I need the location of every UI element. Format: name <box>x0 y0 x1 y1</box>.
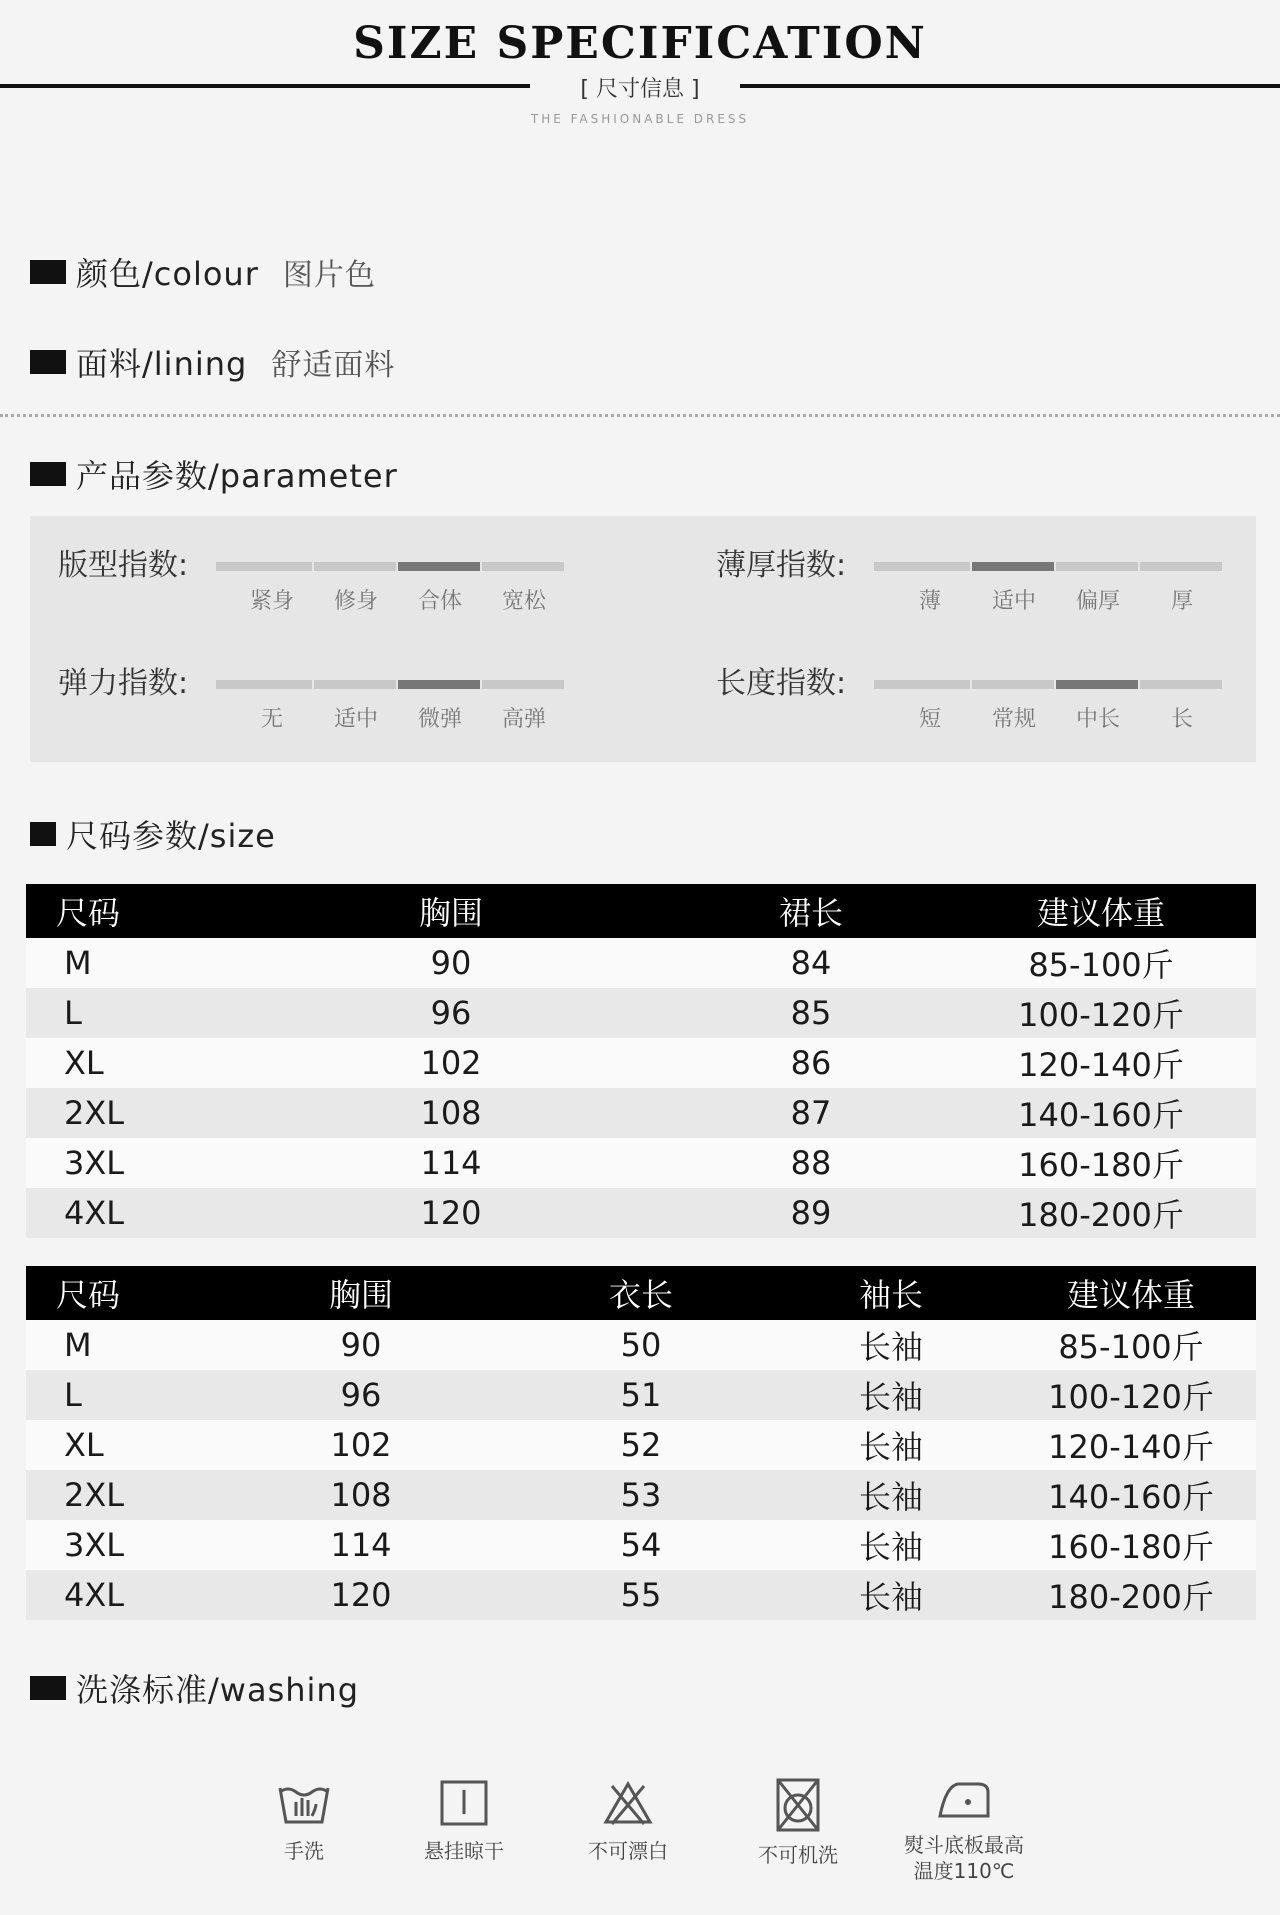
table-row <box>26 938 1256 988</box>
wash-item-hand-wash <box>224 1778 384 1864</box>
table-row <box>26 1570 1256 1620</box>
table-cell: 90 <box>216 1320 506 1370</box>
parameter-bar <box>972 680 1054 689</box>
colour-label: 颜色/colour <box>76 255 259 293</box>
table-row <box>26 1420 1256 1470</box>
parameter-bar-lead <box>216 680 230 689</box>
parameter-bar-selected <box>398 680 480 689</box>
table-cell: 96 <box>226 988 676 1038</box>
page-header <box>0 0 1280 140</box>
parameter-bar <box>314 562 396 571</box>
parameter-option: 适中 <box>333 707 378 732</box>
table-cell: 4XL <box>26 1570 216 1620</box>
parameter-bar <box>482 680 564 689</box>
parameter-option: 紧身 <box>249 589 294 614</box>
table-cell: XL <box>26 1038 226 1088</box>
table-row <box>26 1138 1256 1188</box>
size-table-top <box>26 1266 1256 1620</box>
parameter-title: 产品参数/parameter <box>76 457 398 495</box>
table-cell: 长袖 <box>776 1320 1006 1370</box>
table-cell: 100-120斤 <box>1006 1370 1256 1420</box>
table-cell: M <box>26 1320 216 1370</box>
hang-dry-icon <box>436 1778 492 1828</box>
table-cell: 160-180斤 <box>946 1138 1256 1188</box>
table-cell: 108 <box>226 1088 676 1138</box>
parameter-option: 薄 <box>918 589 941 614</box>
table-cell: 180-200斤 <box>946 1188 1256 1238</box>
column-header: 衣长 <box>506 1266 776 1320</box>
table-row <box>26 1520 1256 1570</box>
colour-value: 图片色 <box>282 258 376 293</box>
parameter-bar <box>482 562 564 571</box>
table-row <box>26 988 1256 1038</box>
table-cell: 长袖 <box>776 1520 1006 1570</box>
wash-item-iron <box>874 1778 1054 1884</box>
column-header: 建议体重 <box>1006 1266 1256 1320</box>
section-marker-icon <box>30 822 56 846</box>
parameter-option: 修身 <box>333 589 378 614</box>
table-cell: 89 <box>676 1188 946 1238</box>
no-machine-wash-icon <box>770 1778 826 1832</box>
table-row <box>26 1188 1256 1238</box>
table-cell: 120 <box>216 1570 506 1620</box>
page-tagline: THE FASHIONABLE DRESS <box>530 112 750 126</box>
colour-row <box>30 252 376 292</box>
table-cell: 102 <box>216 1420 506 1470</box>
table-cell: 85-100斤 <box>946 938 1256 988</box>
table-row <box>26 1320 1256 1370</box>
table-row <box>26 1038 1256 1088</box>
table-cell: 100-120斤 <box>946 988 1256 1038</box>
table-cell: 102 <box>226 1038 676 1088</box>
parameter-bar <box>1056 562 1138 571</box>
table-cell: 长袖 <box>776 1420 1006 1470</box>
table-cell: 4XL <box>26 1188 226 1238</box>
column-header: 袖长 <box>776 1266 1006 1320</box>
section-marker-icon <box>30 350 66 374</box>
table-cell: 85-100斤 <box>1006 1320 1256 1370</box>
size-heading <box>30 814 276 854</box>
no-bleach-icon <box>600 1778 656 1828</box>
parameter-option: 短 <box>918 707 941 732</box>
table-cell: 160-180斤 <box>1006 1520 1256 1570</box>
parameter-bar-lead <box>874 680 888 689</box>
header-divider-left <box>0 84 530 88</box>
parameter-bar-selected <box>972 562 1054 571</box>
table-header-row <box>26 884 1256 938</box>
table-row <box>26 1370 1256 1420</box>
parameter-bar-lead <box>216 562 230 571</box>
parameter-option: 长 <box>1170 707 1193 732</box>
wash-item-no-machine-wash <box>718 1778 878 1868</box>
page-subtitle: [ 尺寸信息 ] <box>580 77 700 102</box>
table-row <box>26 1470 1256 1520</box>
table-cell: 140-160斤 <box>1006 1470 1256 1520</box>
washing-icons <box>0 1778 1280 1898</box>
section-marker-icon <box>30 1676 66 1700</box>
table-header-row <box>26 1266 1256 1320</box>
table-cell: 86 <box>676 1038 946 1088</box>
lining-value: 舒适面料 <box>271 348 396 383</box>
table-cell: 50 <box>506 1320 776 1370</box>
table-cell: 3XL <box>26 1520 216 1570</box>
table-cell: 88 <box>676 1138 946 1188</box>
table-cell: 96 <box>216 1370 506 1420</box>
header-divider-right <box>740 84 1280 88</box>
wash-label: 悬挂晾干 <box>424 1839 504 1863</box>
size-table-dress <box>26 884 1256 1238</box>
wash-item-no-bleach <box>548 1778 708 1864</box>
iron-icon <box>934 1778 994 1822</box>
parameter-heading <box>30 454 398 494</box>
parameter-option: 厚 <box>1170 589 1193 614</box>
table-cell: 180-200斤 <box>1006 1570 1256 1620</box>
lining-row <box>30 342 395 382</box>
parameter-option: 适中 <box>991 589 1036 614</box>
table-cell: 90 <box>226 938 676 988</box>
hand-wash-icon <box>276 1778 332 1828</box>
table-cell: 2XL <box>26 1470 216 1520</box>
table-cell: 3XL <box>26 1138 226 1188</box>
parameter-bar <box>230 562 312 571</box>
table-row <box>26 1088 1256 1138</box>
section-marker-icon <box>30 462 66 486</box>
table-cell: 120-140斤 <box>946 1038 1256 1088</box>
parameter-option: 微弹 <box>417 707 462 732</box>
table-cell: L <box>26 988 226 1038</box>
table-cell: 长袖 <box>776 1370 1006 1420</box>
parameter-option: 常规 <box>991 707 1036 732</box>
page-title: SIZE SPECIFICATION <box>353 18 927 69</box>
table-cell: 长袖 <box>776 1470 1006 1520</box>
table-cell: 84 <box>676 938 946 988</box>
table-cell: 120-140斤 <box>1006 1420 1256 1470</box>
table-cell: 85 <box>676 988 946 1038</box>
parameter-option: 偏厚 <box>1075 589 1120 614</box>
washing-heading <box>30 1668 359 1708</box>
table-cell: 51 <box>506 1370 776 1420</box>
column-header: 胸围 <box>216 1266 506 1320</box>
parameter-label: 弹力指数: <box>58 666 189 701</box>
parameter-bar-selected <box>398 562 480 571</box>
table-cell: 114 <box>226 1138 676 1188</box>
table-cell: 2XL <box>26 1088 226 1138</box>
wash-label: 不可机洗 <box>758 1843 838 1867</box>
wash-item-hang-dry <box>384 1778 544 1864</box>
wash-label: 手洗 <box>284 1839 324 1863</box>
table-cell: 55 <box>506 1570 776 1620</box>
column-header: 尺码 <box>26 1266 216 1320</box>
table-cell: 114 <box>216 1520 506 1570</box>
parameter-bar <box>230 680 312 689</box>
table-cell: XL <box>26 1420 216 1470</box>
section-divider <box>0 414 1280 417</box>
parameter-option: 中长 <box>1075 707 1120 732</box>
parameter-bar-selected <box>1056 680 1138 689</box>
wash-label: 不可漂白 <box>588 1839 668 1863</box>
table-cell: 长袖 <box>776 1570 1006 1620</box>
parameter-label: 薄厚指数: <box>716 548 847 583</box>
table-cell: M <box>26 938 226 988</box>
table-cell: 53 <box>506 1470 776 1520</box>
lining-label: 面料/lining <box>76 345 248 383</box>
washing-title: 洗涤标准/washing <box>76 1671 360 1709</box>
wash-label: 熨斗底板最高 温度110℃ <box>904 1833 1024 1883</box>
table-cell: 140-160斤 <box>946 1088 1256 1138</box>
parameter-option: 宽松 <box>501 589 546 614</box>
column-header: 胸围 <box>226 884 676 938</box>
parameter-bar <box>314 680 396 689</box>
parameter-option: 高弹 <box>501 707 546 732</box>
column-header: 裙长 <box>676 884 946 938</box>
table-cell: 54 <box>506 1520 776 1570</box>
parameter-bar-lead <box>874 562 888 571</box>
parameter-option: 合体 <box>417 589 462 614</box>
parameter-bar <box>1140 680 1222 689</box>
parameter-option: 无 <box>260 707 283 732</box>
column-header: 建议体重 <box>946 884 1256 938</box>
table-cell: 120 <box>226 1188 676 1238</box>
column-header: 尺码 <box>26 884 226 938</box>
parameter-bar <box>888 562 970 571</box>
parameter-label: 长度指数: <box>716 666 847 701</box>
parameter-bar <box>1140 562 1222 571</box>
table-cell: 52 <box>506 1420 776 1470</box>
table-cell: 108 <box>216 1470 506 1520</box>
parameter-bar <box>888 680 970 689</box>
table-cell: 87 <box>676 1088 946 1138</box>
parameter-panel <box>30 516 1256 762</box>
section-marker-icon <box>30 260 66 284</box>
table-cell: L <box>26 1370 216 1420</box>
size-title: 尺码参数/size <box>66 817 276 855</box>
parameter-label: 版型指数: <box>58 548 189 583</box>
